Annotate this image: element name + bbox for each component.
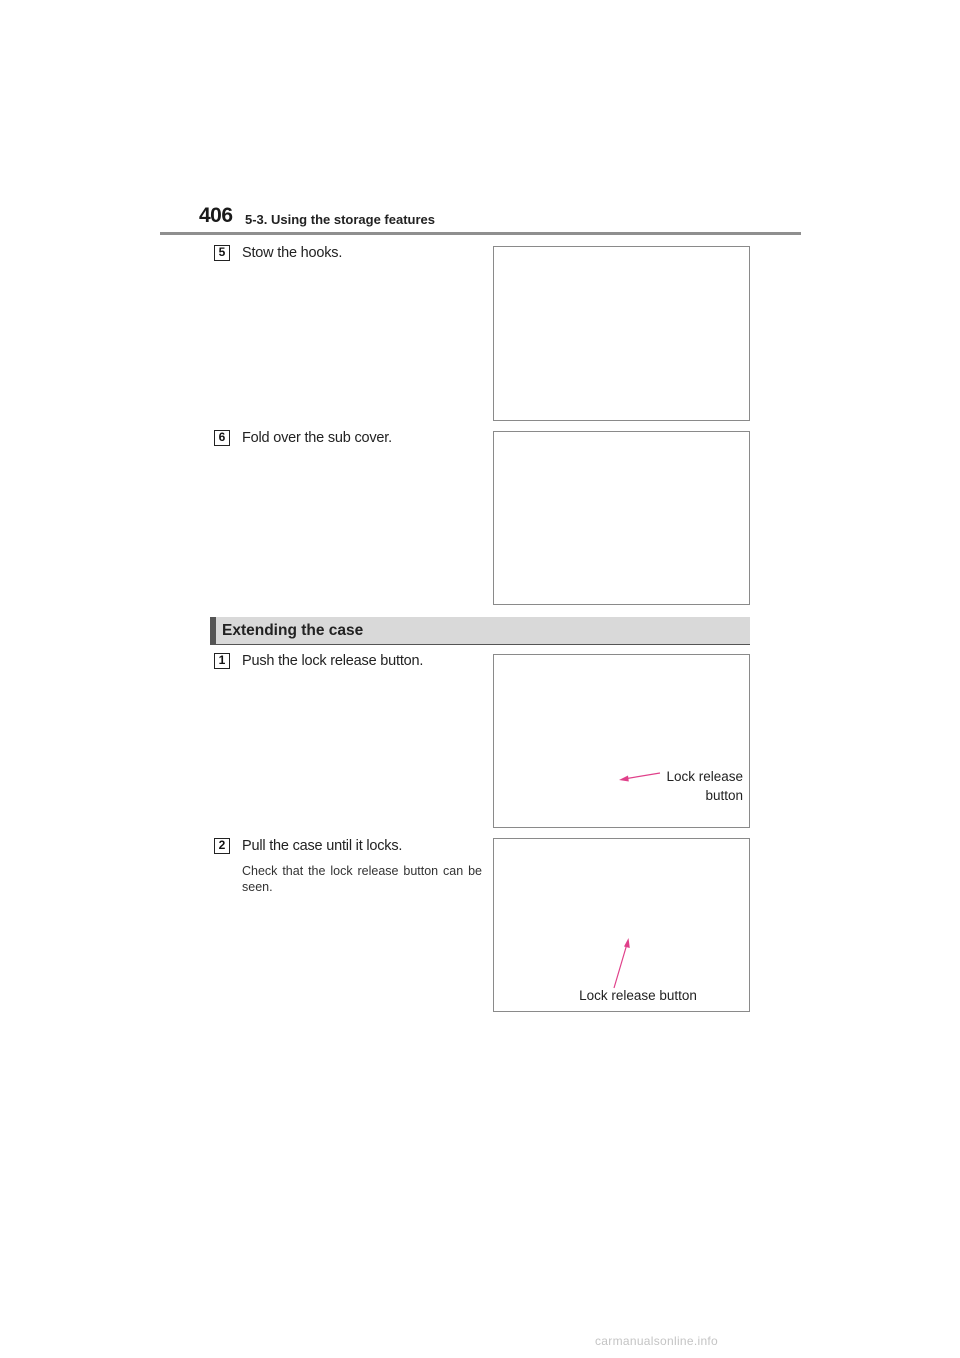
section-title: 5-3. Using the storage features <box>245 212 435 227</box>
watermark: carmanualsonline.info <box>595 1334 719 1348</box>
arrow-lock-release-bottom <box>614 938 630 988</box>
step-text-5: Stow the hooks. <box>242 245 343 261</box>
step-badge-2: 2 <box>214 838 230 854</box>
subheading-title: Extending the case <box>222 622 364 639</box>
callout-lock-release-line2: button <box>705 788 743 803</box>
step-text-6: Fold over the sub cover. <box>242 430 392 446</box>
step-badge-1: 1 <box>214 653 230 669</box>
step-text-1: Push the lock release button. <box>242 653 424 669</box>
callout-lock-release-bottom: Lock release button <box>579 988 697 1003</box>
step-badge-5: 5 <box>214 245 230 261</box>
step-badge-6: 6 <box>214 430 230 446</box>
arrow-lock-release-right <box>619 773 660 782</box>
page-number: 406 <box>199 204 233 227</box>
step-text-2: Pull the case until it locks. <box>242 838 403 854</box>
step-note-2: Check that the lock release button can be seen. <box>242 864 482 894</box>
callout-lock-release-line1: Lock release <box>666 769 743 784</box>
